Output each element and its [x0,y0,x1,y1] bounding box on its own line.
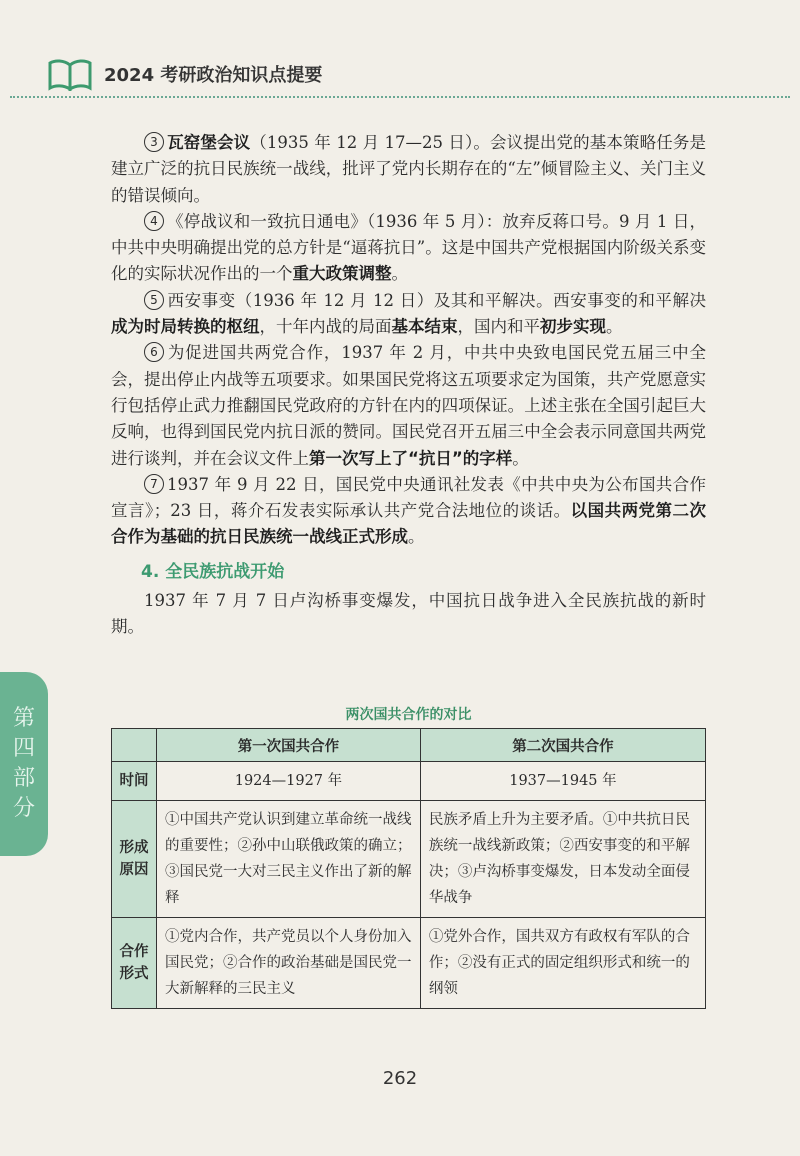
header-divider [10,96,790,98]
body-text: ，国内和平 [457,317,540,337]
body-text: 。 [606,317,623,337]
table-row [112,918,706,1009]
numbered-paragraph [111,288,706,341]
body-text: ，十年内战的局面 [259,317,392,337]
body-text: 1937 年 9 月 22 日，国民党中央通讯社发表《中共中央为公布国共合作宣言》；23 日，蒋介石发表实际承认共产党合法地位的谈话。 [111,474,706,521]
body-text: （1935 年 12 月 17—25 日）。会议提出党的基本策略任务是建立广泛的抗日民族统一战线，批评了党内长期存在的“左”倾冒险主义、关门主义的错误倾向。 [111,133,706,205]
emphasis-text: 重大政策调整 [292,264,392,284]
body-text: 。 [391,264,408,284]
emphasis-text: 以国共两党第二次合作为基础的抗日民族统一战线正式形成 [111,501,707,547]
body-text: 为促进国共两党合作，1937 年 2 月，中共中央致电国民党五届三中全会，提出停止内战等五项要求。如果国民党将这五项要求定为国策，共产党愿意实行包括停止武力推翻国民党政府的方针在内的四项保证。上述主张在全国引起巨大反响，也得到国民党内抗日派的赞同。国民党召开五届三中全会表示同意国共两党进行谈判，并在会议文件上 [111,343,706,468]
cell-second: ①党外合作，国共双方有政权有军队的合作；②没有正式的固定组织形式和统一的纲领 [420,918,705,1009]
numbered-paragraph [111,209,706,288]
paragraph-number: 5 [144,290,164,310]
section-heading: 4. 全民族抗战开始 [141,561,285,582]
paragraph-number: 6 [144,342,164,362]
cell-first: ①党内合作，共产党员以个人身份加入国民党；②合作的政治基础是国民党一大新解释的三民主义 [157,918,421,1009]
open-book-icon [48,57,92,91]
numbered-paragraph [111,472,706,551]
corner-cell [112,729,157,762]
row-label: 时间 [112,762,157,801]
cell-second: 民族矛盾上升为主要矛盾。①中共抗日民族统一战线新政策；②西安事变的和平解决；③卢沟桥事变爆发，日本发动全面侵华战争 [420,801,705,918]
emphasis-text: 成为时局转换的枢纽 [111,317,260,337]
body-text: 。 [512,448,529,468]
section-paragraph: 1937 年 7 月 7 日卢沟桥事变爆发，中国抗日战争进入全民族抗战的新时期。 [111,590,706,637]
side-tab-char: 部 [12,766,35,791]
row-label: 形成原因 [112,801,157,918]
part-side-tab [0,672,48,856]
running-header [48,54,322,94]
side-tab-char: 四 [12,736,35,761]
emphasis-text: 初步实现 [540,317,606,337]
emphasis-text: 第一次写上了“抗日”的字样 [309,448,513,468]
body-text: 。 [408,527,425,547]
table-header-row [112,729,706,762]
emphasis-text: 基本结束 [391,317,458,337]
cell-first: ①中国共产党认识到建立革命统一战线的重要性；②孙中山联俄政策的确立；③国民党一大对三民主义作出了新的解释 [157,801,421,918]
numbered-paragraphs [111,130,706,551]
page-body [111,130,706,640]
numbered-paragraph [111,130,706,209]
body-text: 《停战议和一致抗日通电》（1936 年 5 月）：放弃反蒋口号。9 月 1 日，中共中央明确提出党的总方针是“逼蒋抗日”。这是中国共产党根据国内阶级关系变化的实际状况作出的一个 [111,211,706,284]
table-row [112,801,706,918]
cell-second: 1937—1945 年 [420,762,705,801]
col-header-first: 第一次国共合作 [157,729,421,762]
paragraph-number: 7 [144,474,164,494]
side-tab-char: 第 [12,706,35,731]
body-text: 西安事变（1936 年 12 月 12 日）及其和平解决。西安事变的和平解决 [167,290,706,310]
book-title: 2024 考研政治知识点提要 [104,65,323,86]
table-caption: 两次国共合作的对比 [345,707,472,723]
cell-first: 1924—1927 年 [157,762,421,801]
emphasis-text: 瓦窑堡会议 [167,133,251,152]
row-label: 合作形式 [112,918,157,1009]
numbered-paragraph [111,340,706,471]
page-number: 262 [382,1068,418,1089]
comparison-table [111,728,706,1009]
col-header-second: 第二次国共合作 [420,729,705,762]
paragraph-number: 3 [144,132,164,152]
side-tab-char: 分 [12,796,35,821]
table-row [112,762,706,801]
paragraph-number: 4 [144,211,164,231]
